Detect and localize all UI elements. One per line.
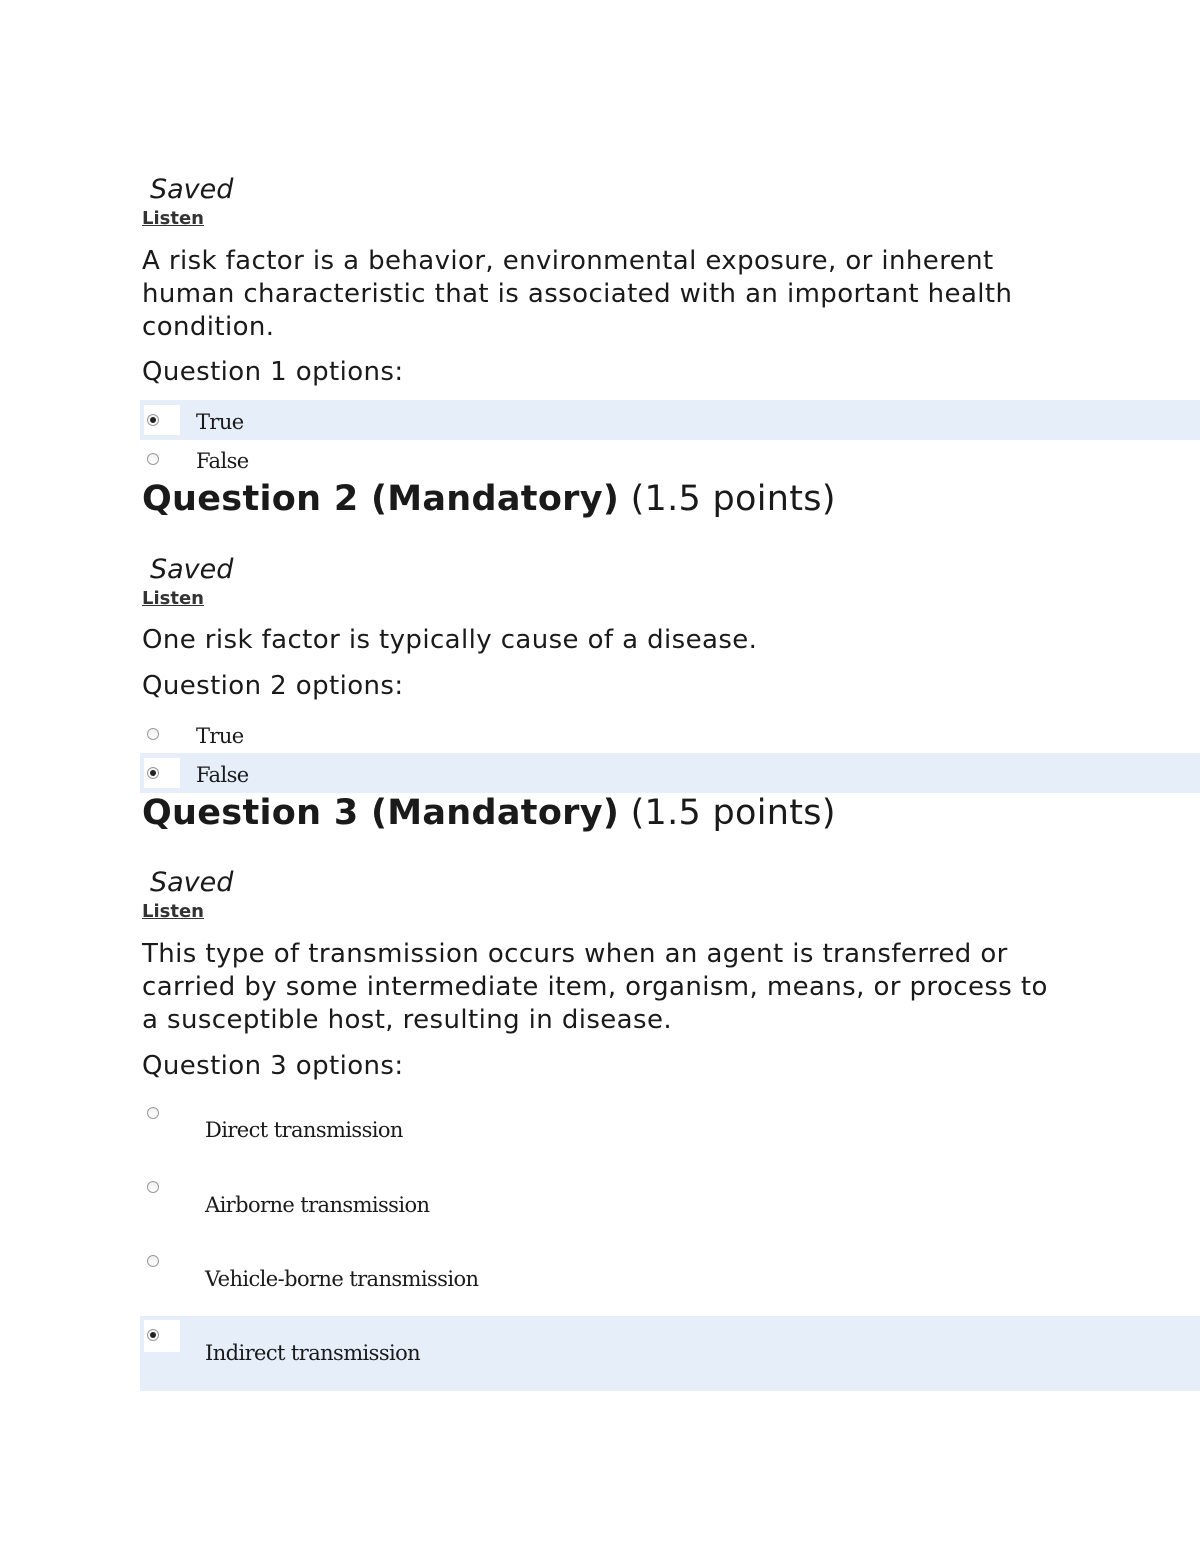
radio-button[interactable] (147, 1107, 159, 1119)
radio-button[interactable] (147, 453, 159, 465)
listen-link[interactable]: Listen (142, 588, 204, 609)
listen-link[interactable]: Listen (142, 208, 204, 229)
option-row[interactable] (140, 1316, 1200, 1391)
option-row[interactable] (140, 400, 1200, 440)
option-row[interactable] (140, 714, 1200, 752)
radio-button[interactable] (147, 414, 159, 426)
options-label: Question 2 options: (142, 671, 404, 701)
radio-button[interactable] (147, 728, 159, 740)
question-title: Question 3 (Mandatory) (142, 793, 620, 833)
question-points: (1.5 points) (630, 479, 836, 519)
option-row[interactable] (140, 1243, 1200, 1315)
saved-status: Saved (150, 174, 234, 205)
options-label: Question 3 options: (142, 1051, 404, 1081)
radio-button[interactable] (147, 1181, 159, 1193)
option-row[interactable] (140, 753, 1200, 793)
question-points: (1.5 points) (630, 793, 836, 833)
option-label: False (196, 763, 249, 787)
saved-status: Saved (150, 867, 234, 898)
question-text: One risk factor is typically cause of a disease. (142, 625, 758, 655)
option-label: True (196, 724, 244, 748)
option-label: Indirect transmission (205, 1341, 421, 1365)
question-heading (142, 792, 836, 834)
question-text: This type of transmission occurs when an agent is transferred or carried by some intermediate item, organism, means, or process to a susceptible host, resulting in disease. (142, 939, 1048, 1035)
question-text: A risk factor is a behavior, environmental exposure, or inherent human characteristic that is associated with an important health condition. (142, 246, 1013, 342)
option-row[interactable] (140, 440, 1200, 476)
option-label: True (196, 410, 244, 434)
options-label: Question 1 options: (142, 357, 404, 387)
option-label: Vehicle-borne transmission (205, 1267, 479, 1291)
option-label: Airborne transmission (205, 1193, 430, 1217)
radio-button[interactable] (147, 767, 159, 779)
radio-button[interactable] (147, 1255, 159, 1267)
listen-link[interactable]: Listen (142, 901, 204, 922)
question-title: Question 2 (Mandatory) (142, 479, 620, 519)
question-heading (142, 478, 836, 520)
option-label: Direct transmission (205, 1118, 403, 1142)
option-row[interactable] (140, 1094, 1200, 1166)
option-label: False (196, 449, 249, 473)
radio-button[interactable] (147, 1329, 159, 1341)
saved-status: Saved (150, 554, 234, 585)
option-row[interactable] (140, 1169, 1200, 1241)
